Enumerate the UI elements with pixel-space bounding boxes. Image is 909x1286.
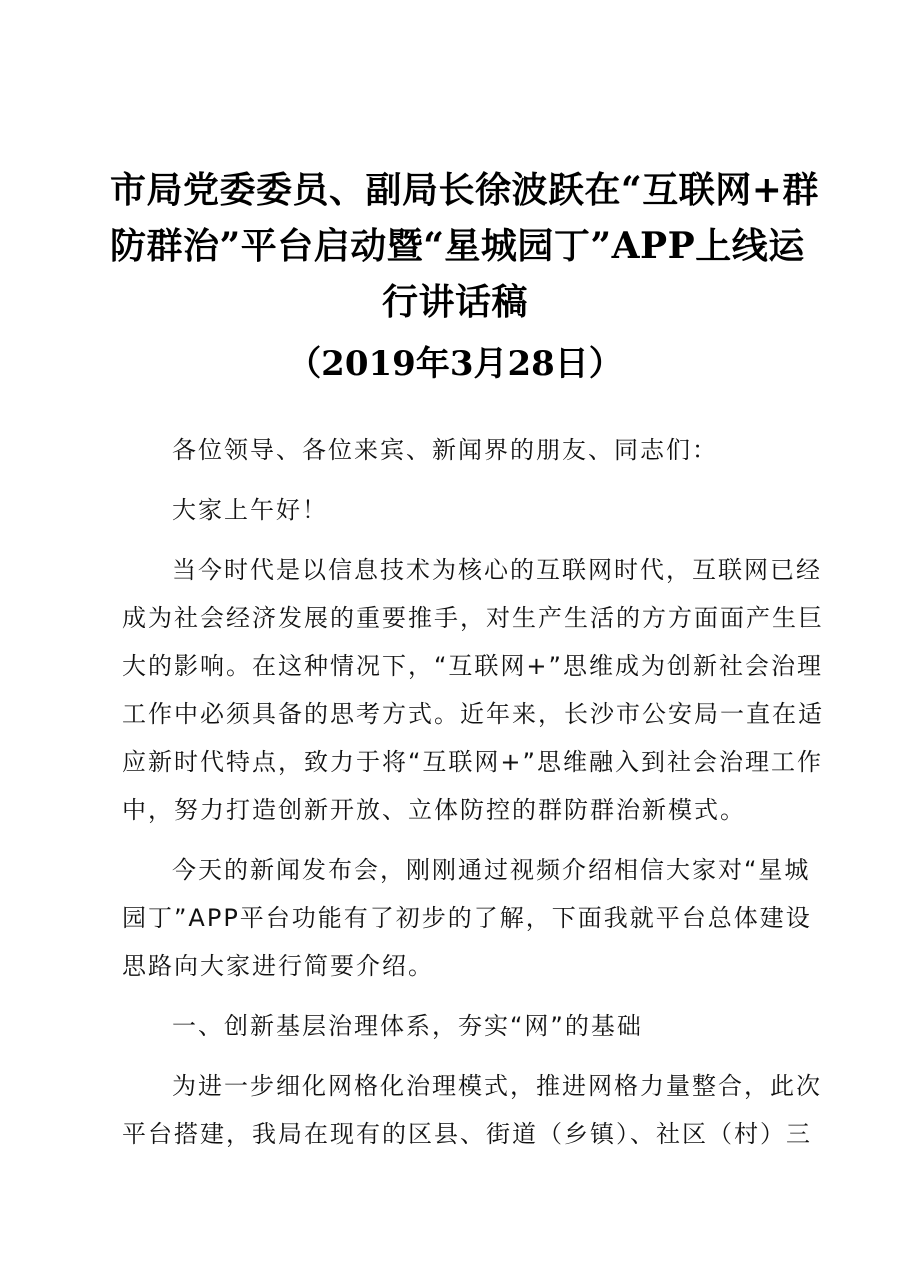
paragraph-line: 思路向大家进行简要介绍。 (122, 952, 434, 980)
document-date: （2019年3月28日） (287, 344, 623, 384)
paragraph-line: 工作中必须具备的思考方式。近年来，长沙市公安局一直在适 (122, 700, 824, 728)
paragraph-line: 为进一步细化网格化治理模式，推进网格力量整合，此次 (172, 1072, 822, 1100)
paragraph-line: 当今时代是以信息技术为核心的互联网时代，互联网已经 (172, 556, 822, 584)
document-body (122, 426, 824, 1158)
paragraph-line: 各位领导、各位来宾、新闻界的朋友、同志们： (172, 436, 718, 464)
title-line: 市局党委委员、副局长徐波跃在“互联网+群 (110, 169, 819, 211)
paragraph-line: 成为社会经济发展的重要推手，对生产生活的方方面面产生巨 (122, 604, 824, 632)
title-line: 防群治”平台启动暨“星城园丁”APP上线运 (110, 225, 805, 267)
paragraph-line: 中，努力打造创新开放、立体防控的群防群治新模式。 (122, 796, 746, 824)
paragraph-line: 平台搭建，我局在现有的区县、街道（乡镇）、社区（村）三 (122, 1120, 812, 1148)
paragraph-line: 大家上午好！ (172, 496, 328, 524)
paragraph-line: 大的影响。在这种情况下，“互联网+”思维成为创新社会治理 (122, 652, 823, 680)
paragraph-line: 园丁”APP平台功能有了初步的了解，下面我就平台总体建设 (122, 904, 812, 932)
title-line: 行讲话稿 (381, 281, 528, 323)
section-heading: 一、创新基层治理体系，夯实“网”的基础 (172, 1012, 643, 1040)
document-title (110, 162, 819, 330)
paragraph-line: 应新时代特点，致力于将“互联网+”思维融入到社会治理工作 (122, 748, 823, 776)
paragraph-line: 今天的新闻发布会，刚刚通过视频介绍相信大家对“星城 (172, 856, 811, 884)
